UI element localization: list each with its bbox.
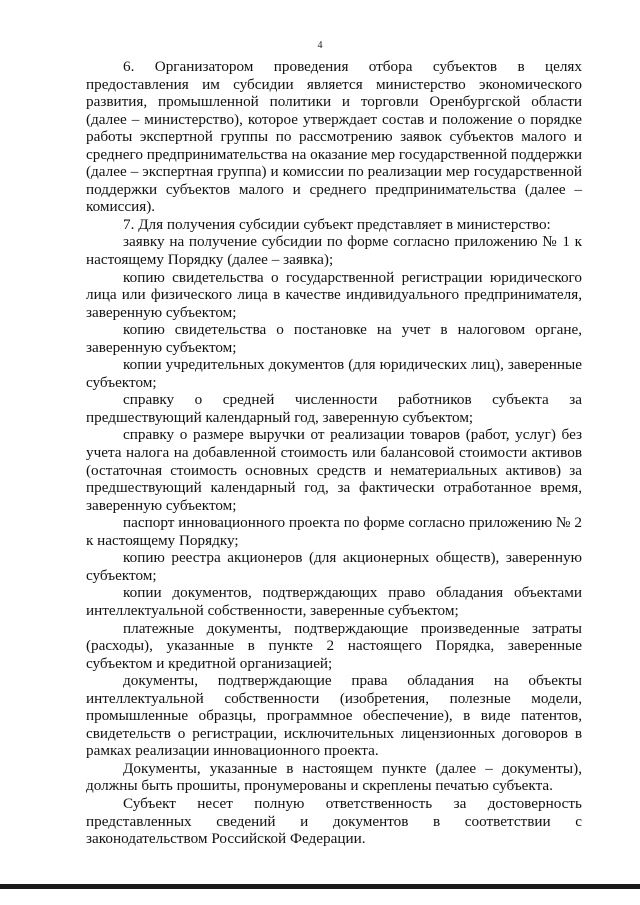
paragraph-documents-intro: 7. Для получения субсидии субъект представляет в министерство: — [123, 215, 551, 233]
list-item-founding-documents: копии учредительных документов (для юридических лиц), заверенные субъектом; — [86, 356, 582, 391]
list-item-employee-count: справку о средней численности работников субъекта за предшествующий календарный год, заверенную субъектом; — [86, 391, 582, 426]
list-item-application: заявку на получение субсидии по форме согласно приложению № 1 к настоящему Порядку (далее – заявка); — [86, 233, 582, 269]
paragraph-organizer: 6. Организатором проведения отбора субъектов в целях предоставления им субсидии является министерство экономического развития, промышленной политики и торговли Оренбургской области (далее – министерство), которое утверждает состав и положение о порядке работы экспертной группы по рассмотрению заявок субъектов малого и среднего предпринимательства на оказание мер государственной поддержки (далее – экспертная группа) и комиссии по реализации мер государственной поддержки субъектов малого и среднего предпринимательства (далее – комиссия). — [86, 58, 582, 216]
document-body — [86, 58, 582, 848]
paragraph-responsibility: Субъект несет полную ответственность за достоверность представленных сведений и документов в соответствии с законодательством Российской Федерации. — [86, 794, 582, 848]
list-item-tax-certificate: копию свидетельства о постановке на учет в налоговом органе, заверенную субъектом; — [86, 321, 582, 356]
list-item-registration-certificate: копию свидетельства о государственной регистрации юридического лица или физического лица в качестве индивидуального предпринимателя, заверенную субъектом; — [86, 268, 582, 321]
list-item-payment-documents: платежные документы, подтверждающие произведенные затраты (расходы), указанные в пункте 2 настоящего Порядка, заверенные субъектом и кредитной организацией; — [86, 619, 582, 672]
list-item-ip-rights-copies: копии документов, подтверждающих право обладания объектами интеллектуальной собственности, заверенные субъектом; — [86, 584, 582, 619]
list-item-project-passport: паспорт инновационного проекта по форме согласно приложению № 2 к настоящему Порядку; — [86, 514, 582, 549]
scan-edge-line — [0, 884, 640, 889]
page-number: 4 — [317, 40, 323, 51]
list-item-shareholder-register: копию реестра акционеров (для акционерных обществ), заверенную субъектом; — [86, 549, 582, 584]
paragraph-binding-requirement: Документы, указанные в настоящем пункте (далее – документы), должны быть прошиты, пронумерованы и скреплены печатью субъекта. — [86, 759, 582, 795]
list-item-ip-rights-documents: документы, подтверждающие права обладания на объекты интеллектуальной собственности (изобретения, полезные модели, промышленные образцы, программное обеспечение), в виде патентов, свидетельств о регистрации, исключительных лицензионных договоров в рамках реализации инновационного проекта. — [86, 672, 582, 760]
list-item-revenue-statement: справку о размере выручки от реализации товаров (работ, услуг) без учета налога на добавленной стоимость или балансовой стоимости активов (остаточная стоимость основных средств и нематериальных активов) за предшествующий календарный год, за фактически отработанное время, заверенную субъектом; — [86, 426, 582, 514]
